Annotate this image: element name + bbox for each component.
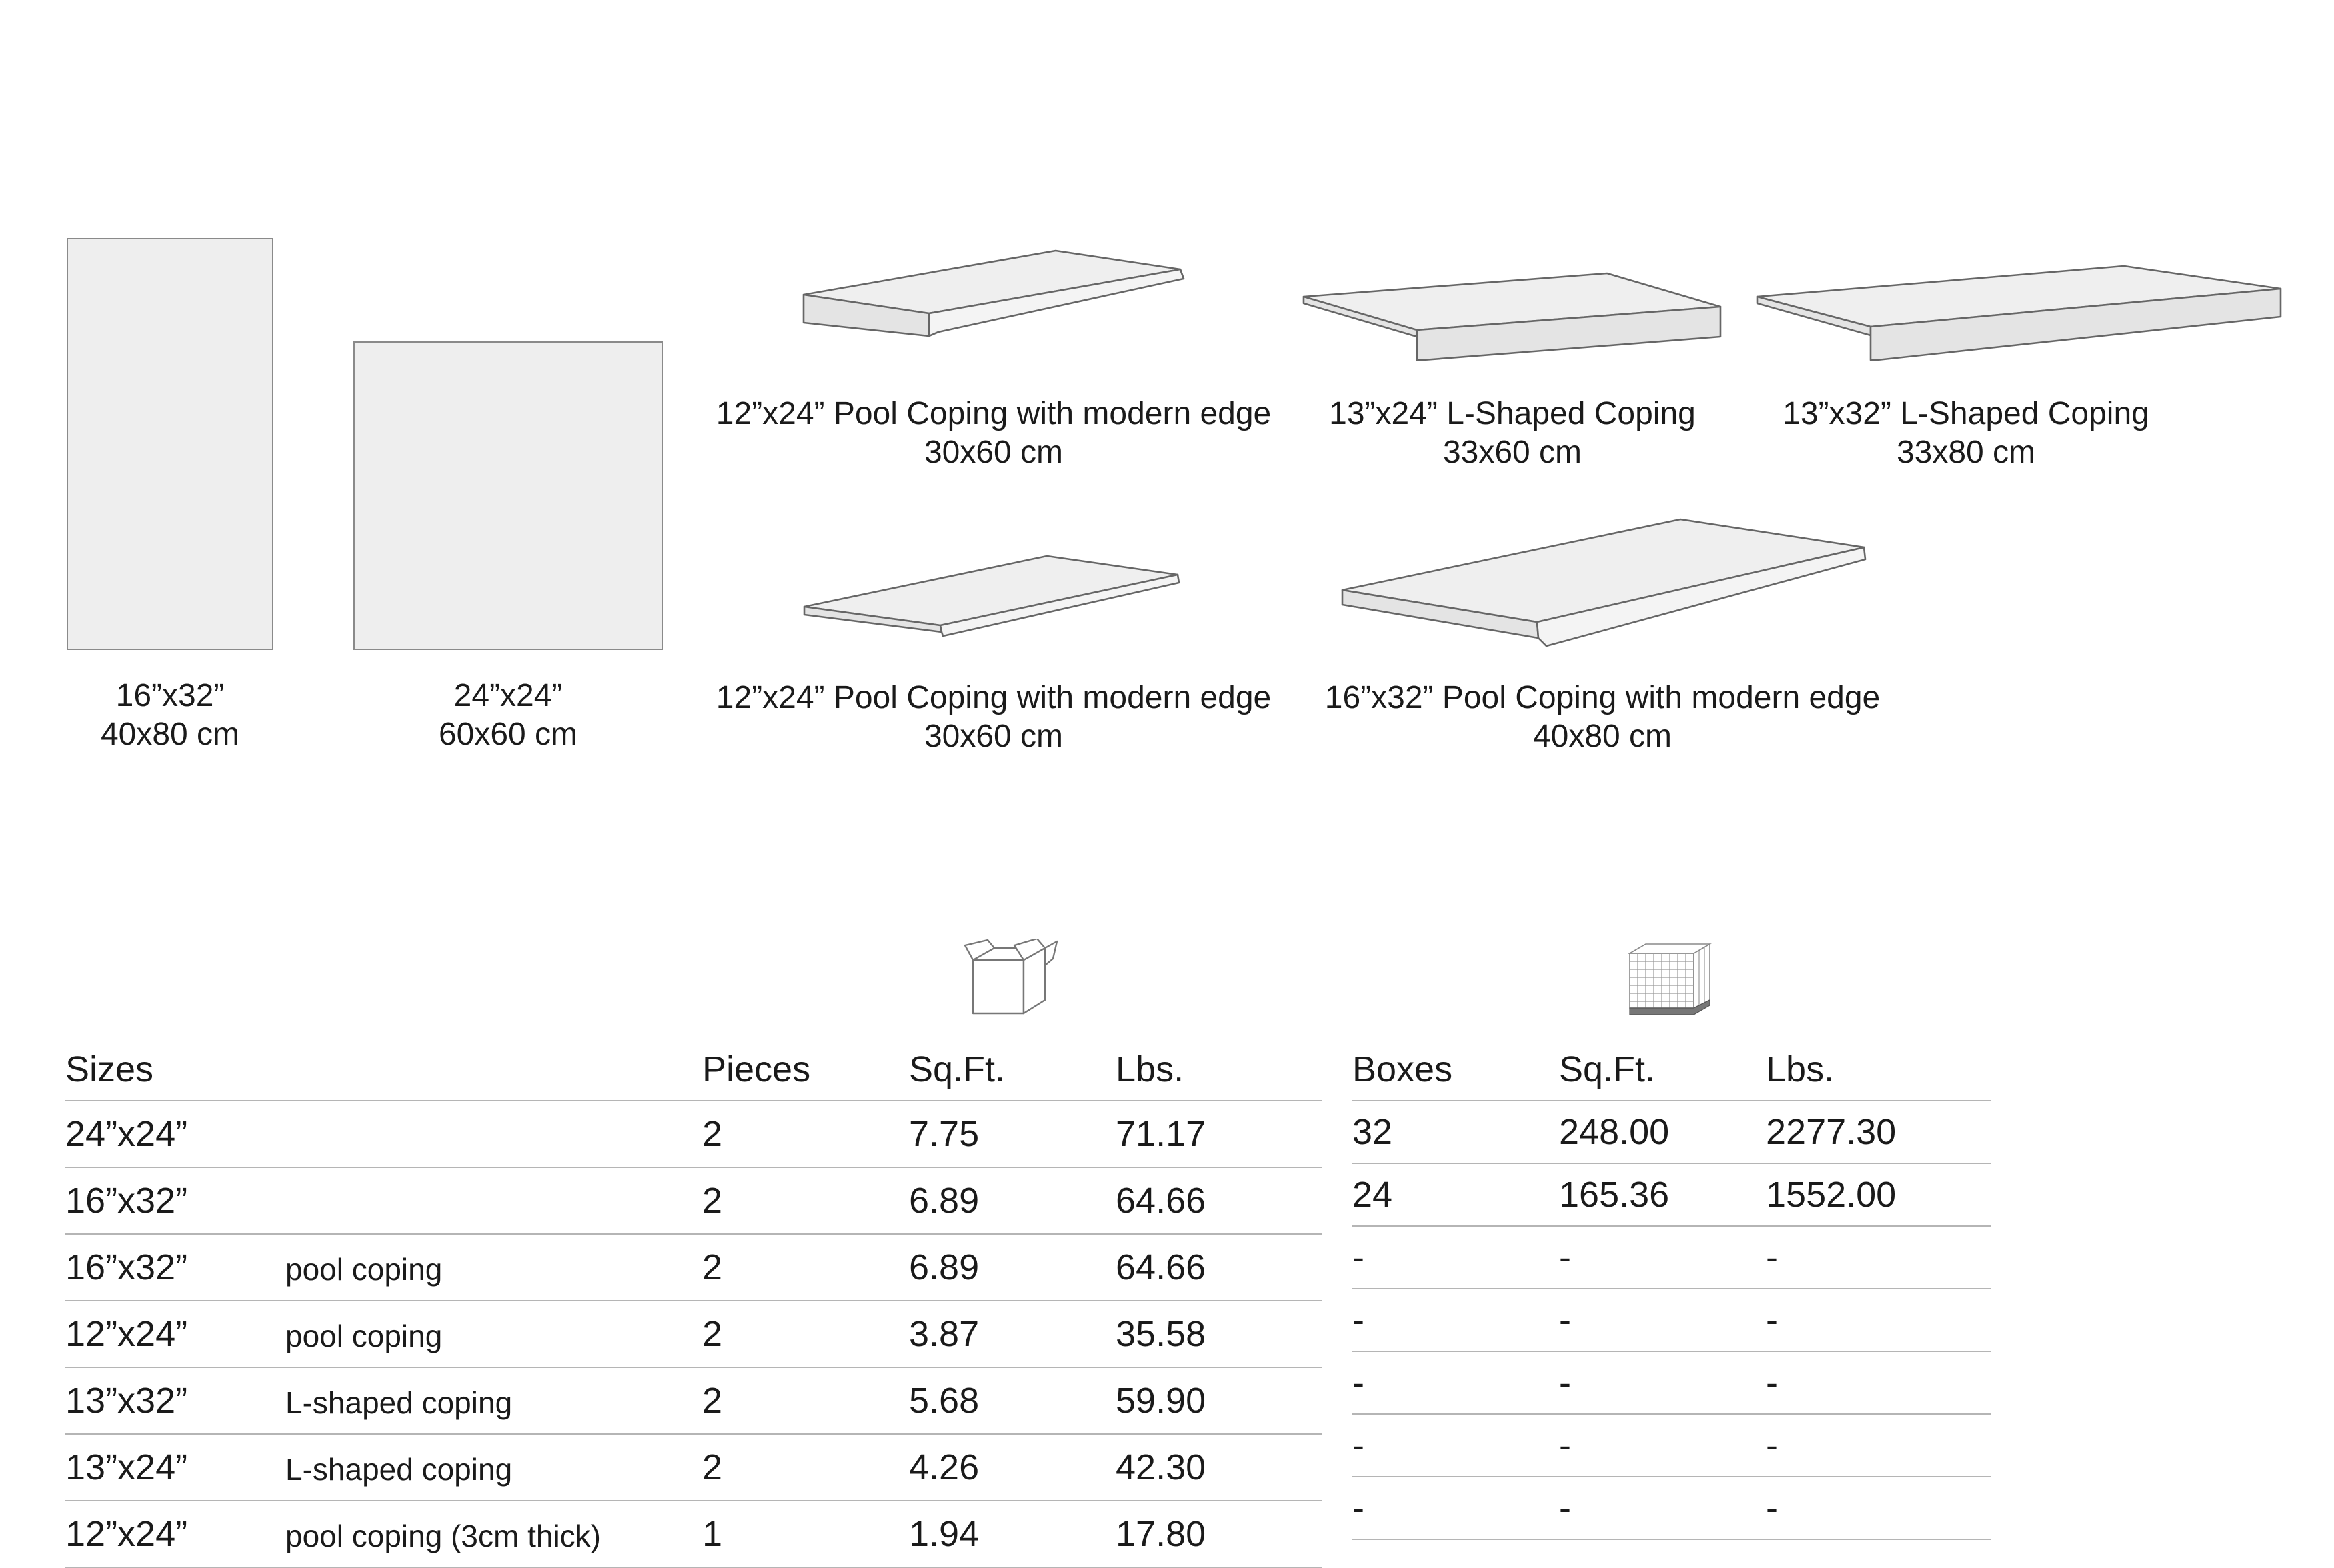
- table-row: [65, 1301, 1322, 1367]
- cell-boxes: 24: [1352, 1163, 1559, 1226]
- cell-size: 13”x32”: [65, 1367, 285, 1434]
- cell-pieces: 2: [702, 1434, 909, 1501]
- pallet-specs-table: [1352, 1039, 1991, 1540]
- cell-lbs: 64.66: [1116, 1167, 1322, 1234]
- table-row: [1352, 1226, 1991, 1289]
- col-header-description: [285, 1039, 702, 1101]
- cell-sqft: -: [1559, 1351, 1766, 1414]
- cell-sqft: -: [1559, 1289, 1766, 1351]
- cell-lbs: -: [1766, 1477, 1991, 1539]
- cell-description: L-shaped coping: [285, 1367, 702, 1434]
- cell-size: 16”x32”: [65, 1167, 285, 1234]
- coping-title: 16”x32” Pool Coping with modern edge: [1324, 680, 1881, 715]
- cell-size: 24”x24”: [65, 1101, 285, 1167]
- cell-lbs: 64.66: [1116, 1234, 1322, 1301]
- tile-size: 16”x32”: [115, 678, 225, 713]
- coping-12x24-modern-edge-3cm-drawing: [800, 553, 1187, 653]
- table-row: [1352, 1289, 1991, 1351]
- coping-12x24-modern-edge-drawing: [797, 247, 1197, 367]
- cell-lbs: 1552.00: [1766, 1163, 1991, 1226]
- coping-title: 12”x24” Pool Coping with modern edge: [716, 680, 1272, 715]
- cell-description: [285, 1167, 702, 1234]
- cell-boxes: 32: [1352, 1101, 1559, 1163]
- col-header-lbs: Lbs.: [1116, 1039, 1322, 1101]
- cell-boxes: -: [1352, 1477, 1559, 1539]
- open-box-icon: [964, 939, 1064, 1019]
- coping-caption-5: [1302, 679, 1903, 756]
- table-row: [65, 1501, 1322, 1567]
- tile-16x32-drawing: [67, 238, 273, 650]
- table-row: [1352, 1351, 1991, 1414]
- table-row: [1352, 1477, 1991, 1539]
- tile-metric: 60x60 cm: [438, 717, 578, 752]
- cell-sqft: 7.75: [909, 1101, 1116, 1167]
- cell-size: 12”x24”: [65, 1501, 285, 1567]
- table-row: [1352, 1163, 1991, 1226]
- cell-pieces: 2: [702, 1301, 909, 1367]
- col-header-sizes: Sizes: [65, 1039, 285, 1101]
- table-header-row: [65, 1039, 1322, 1101]
- cell-sqft: -: [1559, 1414, 1766, 1477]
- cell-lbs: -: [1766, 1289, 1991, 1351]
- cell-sqft: 1.94: [909, 1501, 1116, 1567]
- cell-boxes: -: [1352, 1351, 1559, 1414]
- cell-pieces: 1: [702, 1501, 909, 1567]
- cell-description: pool coping: [285, 1301, 702, 1367]
- table-row: [65, 1367, 1322, 1434]
- pallet-icon: [1627, 939, 1714, 1019]
- cell-lbs: -: [1766, 1226, 1991, 1289]
- coping-metric: 30x60 cm: [924, 719, 1064, 754]
- tile-size: 24”x24”: [453, 678, 563, 713]
- table-header-row: [1352, 1039, 1991, 1101]
- cell-sqft: 3.87: [909, 1301, 1116, 1367]
- cell-pieces: 2: [702, 1367, 909, 1434]
- table-row: [65, 1167, 1322, 1234]
- cell-sqft: 165.36: [1559, 1163, 1766, 1226]
- coping-title: 13”x24” L-Shaped Coping: [1329, 396, 1696, 431]
- cell-lbs: 17.80: [1116, 1501, 1322, 1567]
- col-header-boxes: Boxes: [1352, 1039, 1559, 1101]
- coping-metric: 40x80 cm: [1532, 719, 1672, 754]
- table-row: [65, 1101, 1322, 1167]
- coping-caption-3: [1666, 395, 2266, 472]
- cell-size: 16”x32”: [65, 1234, 285, 1301]
- tile-caption-24x24: [375, 677, 642, 754]
- cell-sqft: 4.26: [909, 1434, 1116, 1501]
- cell-sqft: 5.68: [909, 1367, 1116, 1434]
- cell-sqft: -: [1559, 1226, 1766, 1289]
- cell-pieces: 2: [702, 1167, 909, 1234]
- coping-13x32-l-shaped-drawing: [1754, 263, 2287, 370]
- coping-caption-1: [694, 395, 1294, 472]
- cell-size: 13”x24”: [65, 1434, 285, 1501]
- cell-pieces: 2: [702, 1234, 909, 1301]
- col-header-lbs: Lbs.: [1766, 1039, 1991, 1101]
- cell-boxes: -: [1352, 1226, 1559, 1289]
- cell-lbs: -: [1766, 1351, 1991, 1414]
- table-row: [1352, 1414, 1991, 1477]
- box-specs-table: [65, 1039, 1322, 1568]
- cell-lbs: 35.58: [1116, 1301, 1322, 1367]
- cell-pieces: 2: [702, 1101, 909, 1167]
- cell-lbs: 42.30: [1116, 1434, 1322, 1501]
- cell-description: [285, 1101, 702, 1167]
- cell-boxes: -: [1352, 1289, 1559, 1351]
- coping-caption-4: [694, 679, 1294, 756]
- coping-metric: 30x60 cm: [924, 435, 1064, 470]
- cell-sqft: 248.00: [1559, 1101, 1766, 1163]
- cell-description: pool coping: [285, 1234, 702, 1301]
- cell-lbs: 59.90: [1116, 1367, 1322, 1434]
- col-header-sqft: Sq.Ft.: [909, 1039, 1116, 1101]
- tile-metric: 40x80 cm: [100, 717, 240, 752]
- coping-13x24-l-shaped-drawing: [1300, 270, 1727, 370]
- col-header-pieces: Pieces: [702, 1039, 909, 1101]
- cell-lbs: -: [1766, 1414, 1991, 1477]
- cell-description: pool coping (3cm thick): [285, 1501, 702, 1567]
- coping-metric: 33x80 cm: [1896, 435, 2036, 470]
- cell-sqft: -: [1559, 1477, 1766, 1539]
- tile-caption-16x32: [37, 677, 303, 754]
- table-row: [65, 1434, 1322, 1501]
- coping-title: 12”x24” Pool Coping with modern edge: [716, 396, 1272, 431]
- coping-16x32-modern-edge-drawing: [1337, 517, 1871, 660]
- cell-sqft: 6.89: [909, 1167, 1116, 1234]
- col-header-sqft: Sq.Ft.: [1559, 1039, 1766, 1101]
- tile-24x24-drawing: [353, 341, 663, 650]
- cell-boxes: -: [1352, 1414, 1559, 1477]
- cell-size: 12”x24”: [65, 1301, 285, 1367]
- cell-lbs: 71.17: [1116, 1101, 1322, 1167]
- coping-title: 13”x32” L-Shaped Coping: [1783, 396, 2149, 431]
- table-row: [65, 1234, 1322, 1301]
- table-row: [1352, 1101, 1991, 1163]
- coping-metric: 33x60 cm: [1442, 435, 1582, 470]
- cell-sqft: 6.89: [909, 1234, 1116, 1301]
- cell-description: L-shaped coping: [285, 1434, 702, 1501]
- cell-lbs: 2277.30: [1766, 1101, 1991, 1163]
